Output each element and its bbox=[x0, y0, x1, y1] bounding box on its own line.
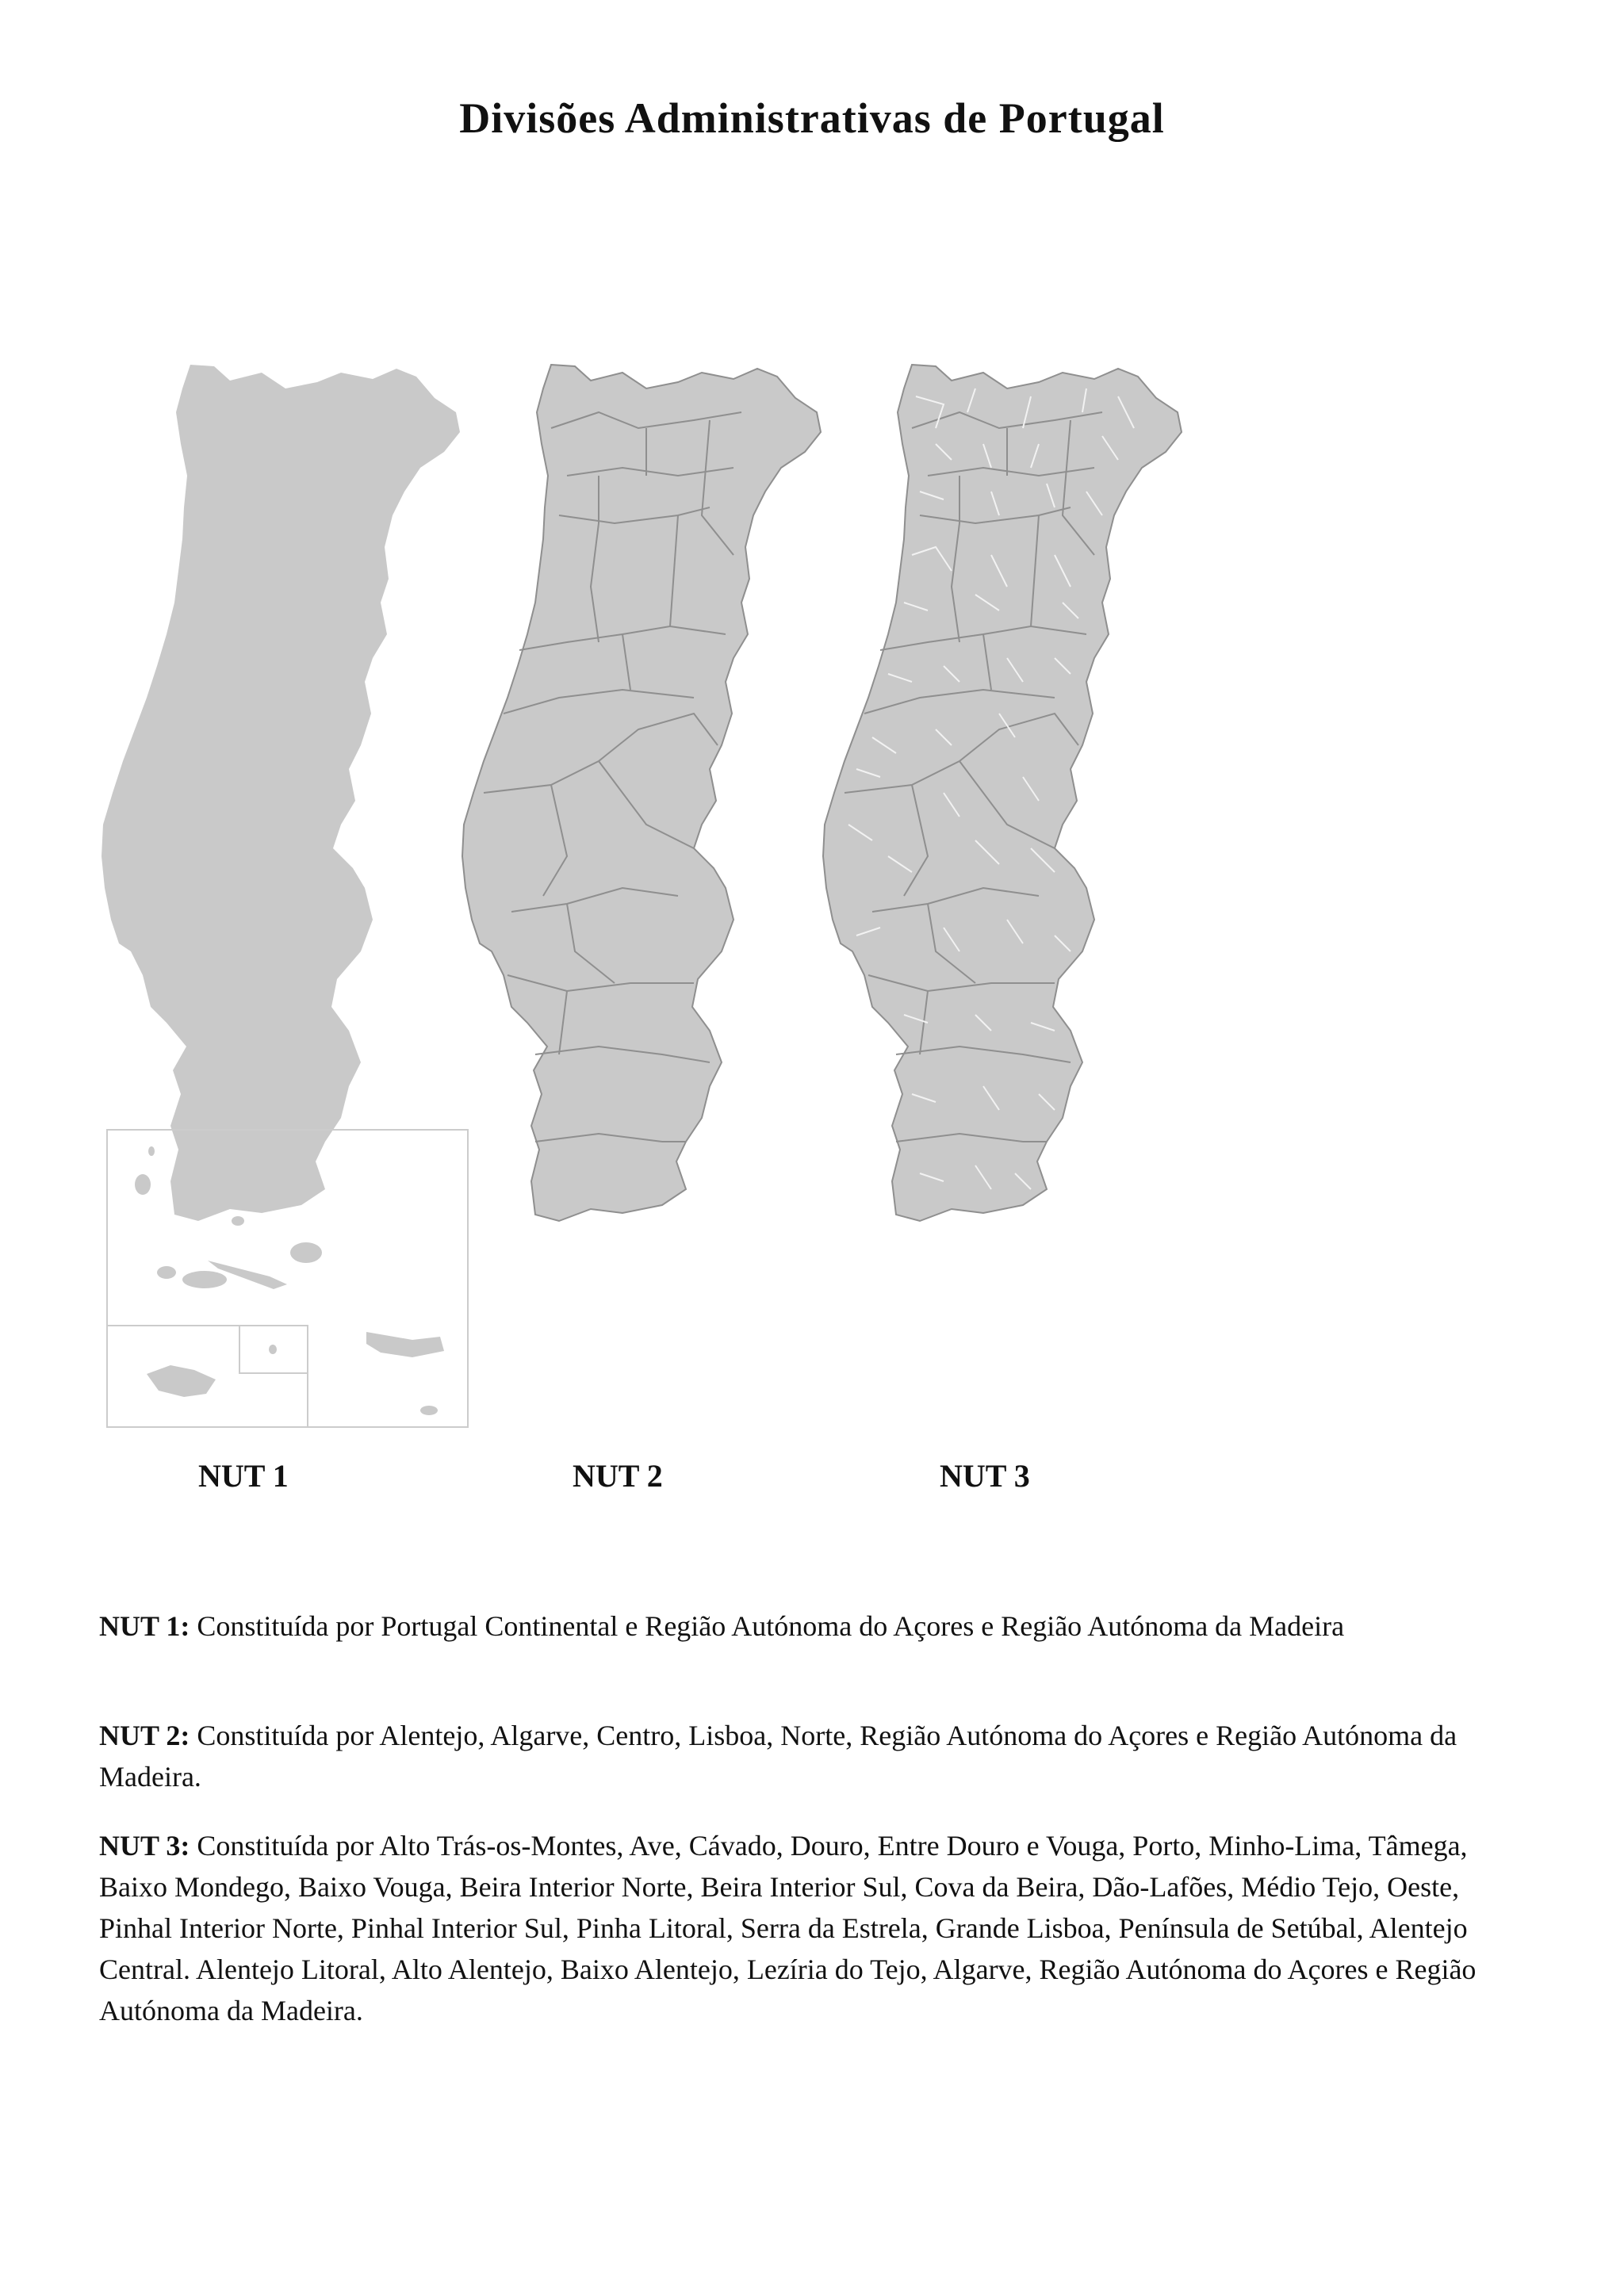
nut3-map bbox=[823, 365, 1182, 1221]
nut1-term: NUT 1: bbox=[99, 1610, 190, 1642]
nut1-map bbox=[102, 365, 460, 1221]
nut1-text: Constituída por Portugal Continental e Região Autónoma do Açores e Região Autónoma da Madeira bbox=[190, 1610, 1345, 1642]
nut3-description bbox=[99, 1825, 1503, 2031]
nut2-text: Constituída por Alentejo, Algarve, Centro, Lisboa, Norte, Região Autónoma do Açores e Região Autónoma da Madeira. bbox=[99, 1720, 1457, 1793]
nut2-description bbox=[99, 1715, 1503, 1797]
nut3-text: Constituída por Alto Trás-os-Montes, Ave, Cávado, Douro, Entre Douro e Vouga, Porto, Minho-Lima, Tâmega, Baixo Mondego, Baixo Vouga, Beira Interior Norte, Beira Interior Sul, Cova da Beira, Dão-Lafões, Médio Tejo, Oeste, Pinhal Interior Norte, Pinhal Interior Sul, Pinha Litoral, Serra da Estrela, Grande Lisboa, Península de Setúbal, Alentejo Central. Alentejo Litoral, Alto Alentejo, Baixo Alentejo, Lezíria do Tejo, Algarve, Região Autónoma do Açores e Região Autónoma da Madeira. bbox=[99, 1830, 1477, 2026]
nut1-description bbox=[99, 1605, 1503, 1647]
nut3-term: NUT 3: bbox=[99, 1830, 190, 1862]
nut2-term: NUT 2: bbox=[99, 1720, 190, 1751]
nut1-label: NUT 1 bbox=[198, 1458, 289, 1494]
nut2-map bbox=[462, 365, 821, 1221]
nut2-label: NUT 2 bbox=[573, 1458, 663, 1494]
nut3-label: NUT 3 bbox=[940, 1458, 1030, 1494]
page-title: Divisões Administrativas de Portugal bbox=[459, 94, 1165, 142]
